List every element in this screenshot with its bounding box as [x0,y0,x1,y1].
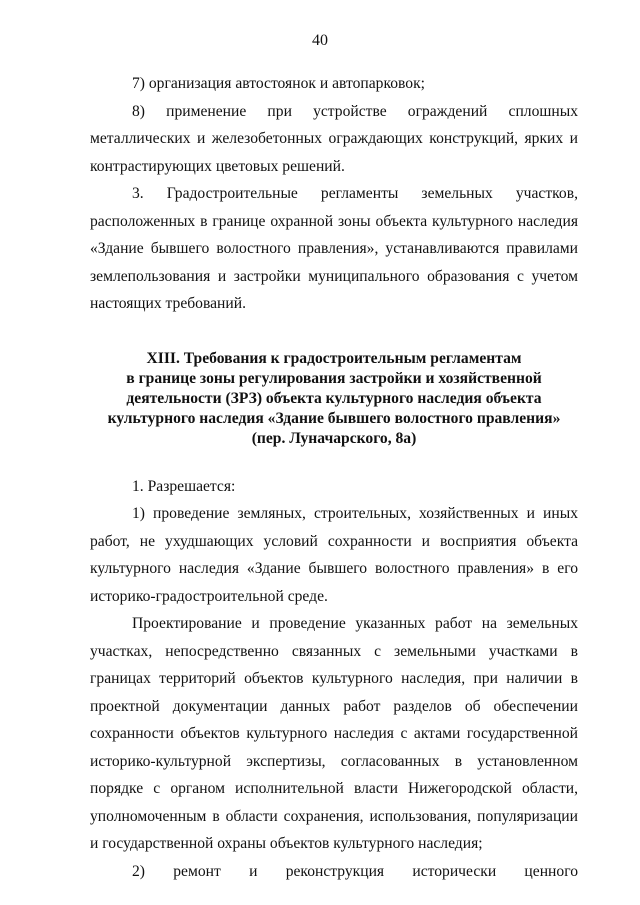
document-body [90,70,578,885]
section-heading-line: культурного наследия «Здание бывшего волостного правления» [107,409,561,427]
section-heading-line: XIII. Требования к градостроительным регламентам [146,349,522,367]
paragraph-item-7: 7) организация автостоянок и автопарковок; [132,75,425,92]
section-heading-line: в границе зоны регулирования застройки и хозяйственной [126,369,542,387]
paragraph-item-8: 8) применение при устройстве ограждений сплошных металлических и железобетонных ограждающих конструкций, ярких и контрастирующих цветовых решений. [90,102,578,175]
section-heading-line: деятельности (ЗРЗ) объекта культурного наследия объекта [126,389,542,407]
paragraph-subitem-2: 2) ремонт и реконструкция исторически ценного [132,862,578,880]
section-heading-line: (пер. Луначарского, 8а) [251,429,417,447]
section-heading [90,349,578,449]
page-number: 40 [312,32,328,49]
paragraph-point-1: 1. Разрешается: [132,477,236,495]
paragraph-subitem-1: 1) проведение земляных, строительных, хозяйственных и иных работ, не ухудшающих условий сохранности и восприятия объекта культурного наследия «Здание бывшего волостного правления» в его историко-градостроительной среде. [90,505,578,605]
paragraph-design-works: Проектирование и проведение указанных работ на земельных участках, непосредственно связанных с земельными участками в границах территорий объектов культурного наследия, при наличии в проектной документации данных работ разделов об обеспечении сохранности объектов культурного наследия с актами государственной историко-культурной экспертизы, согласованных в установленном порядке с органом исполнительной власти Нижегородской области, уполномоченным в области сохранения, использования, популяризации и государственной охраны объектов культурного наследия; [90,615,578,852]
paragraph-point-3: 3. Градостроительные регламенты земельных участков, расположенных в границе охранной зоны объекта культурного наследия «Здание бывшего волостного правления», устанавливаются правилами землепользования и застройки муниципального образования с учетом настоящих требований. [90,185,578,312]
